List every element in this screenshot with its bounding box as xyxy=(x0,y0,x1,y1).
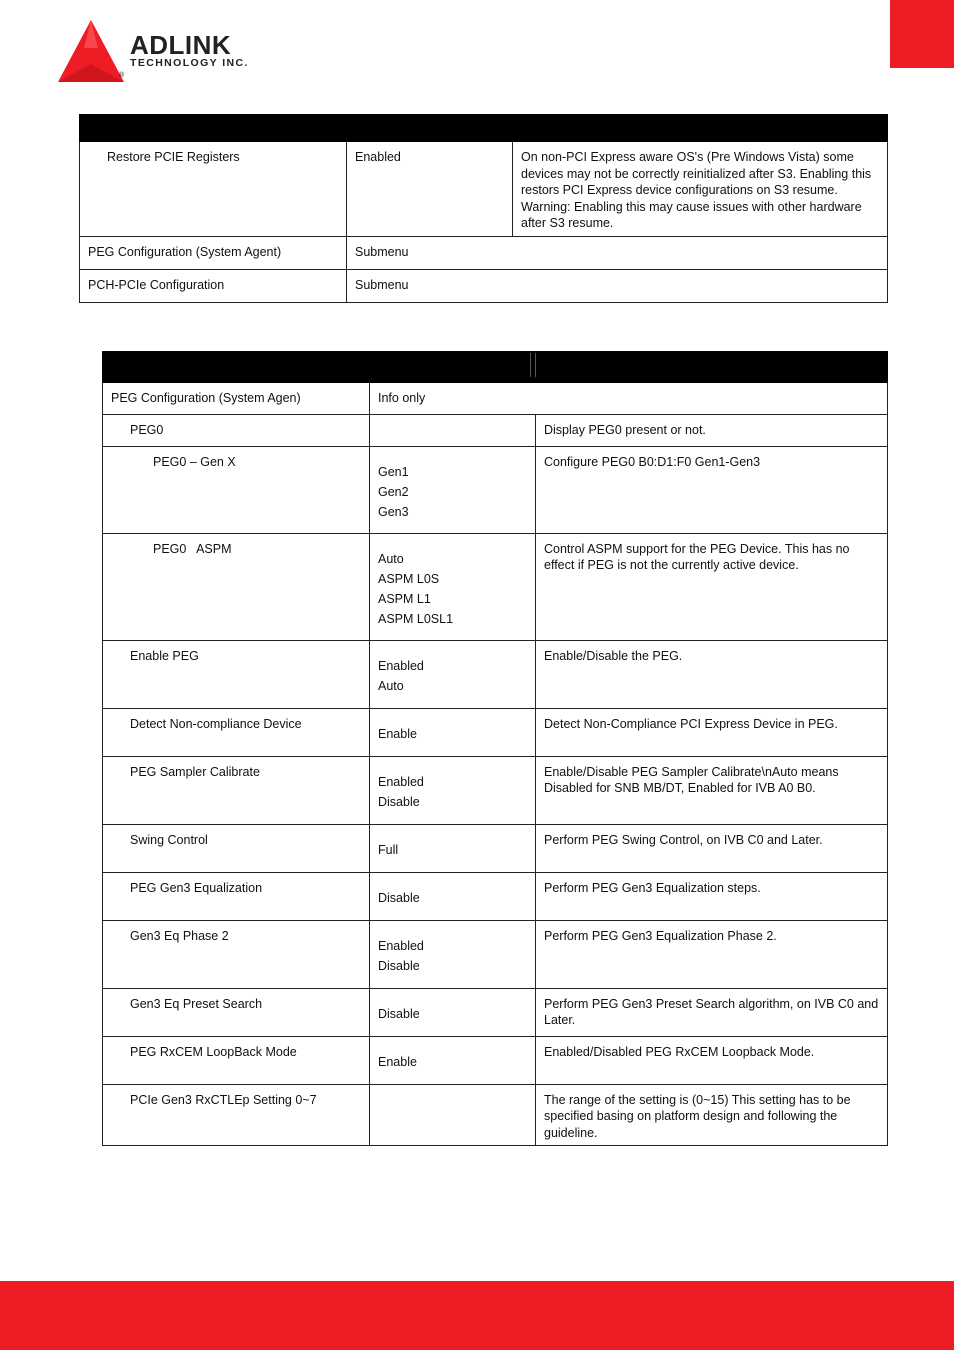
setting-options xyxy=(370,640,536,708)
setting-name: Detect Non-compliance Device xyxy=(103,708,370,756)
option: ASPM L0SL1 xyxy=(378,611,454,626)
setting-options xyxy=(370,708,536,756)
setting-name: PEG Configuration (System Agen) xyxy=(103,382,370,414)
corner-tab xyxy=(890,0,954,68)
setting-options xyxy=(370,1084,536,1146)
table-row xyxy=(80,269,888,302)
table-header-bar xyxy=(80,115,888,142)
setting-options xyxy=(370,533,536,640)
setting-description: Enabled/Disabled PEG RxCEM Loopback Mode. xyxy=(536,1036,888,1084)
setting-name: PEG Gen3 Equalization xyxy=(103,872,370,920)
setting-value: Submenu xyxy=(347,269,888,302)
footer-bar xyxy=(0,1281,954,1350)
option: Disable xyxy=(378,890,420,905)
triangle-logo-icon xyxy=(58,18,126,86)
setting-description: Perform PEG Swing Control, on IVB C0 and Later. xyxy=(536,824,888,872)
option: Disable xyxy=(378,958,420,973)
table-row xyxy=(103,533,888,640)
setting-description: Perform PEG Gen3 Equalization steps. xyxy=(536,872,888,920)
setting-description: Enable/Disable PEG Sampler Calibrate\nAuto means Disabled for SNB MB/DT, Enabled for IVB A0 B0. xyxy=(536,756,888,824)
option: Auto xyxy=(378,678,404,693)
option: ASPM L0S xyxy=(378,571,440,586)
option: Enable xyxy=(378,1054,417,1069)
table-row xyxy=(103,414,888,446)
table-row xyxy=(103,988,888,1036)
table-row xyxy=(103,1036,888,1084)
table-row xyxy=(103,824,888,872)
setting-name: PEG RxCEM LoopBack Mode xyxy=(103,1036,370,1084)
setting-description: Detect Non-Compliance PCI Express Device in PEG. xyxy=(536,708,888,756)
option: Gen1 xyxy=(378,464,409,479)
setting-options xyxy=(370,920,536,988)
setting-name: PEG0 ASPM xyxy=(103,533,370,640)
table-row xyxy=(103,708,888,756)
brand-tagline: TECHNOLOGY INC. xyxy=(130,57,249,69)
brand-name: ADLINK xyxy=(130,30,232,60)
setting-options xyxy=(370,824,536,872)
table-row xyxy=(103,446,888,533)
setting-options xyxy=(370,988,536,1036)
peg-configuration-table xyxy=(102,351,888,1146)
option: Enabled xyxy=(378,658,424,673)
table-row xyxy=(80,236,888,269)
table-row xyxy=(103,1084,888,1146)
setting-options xyxy=(370,872,536,920)
setting-name: Restore PCIE Registers xyxy=(80,142,347,237)
option: Enable xyxy=(378,726,417,741)
setting-options xyxy=(370,1036,536,1084)
setting-name: PCIe Gen3 RxCTLEp Setting 0~7 xyxy=(103,1084,370,1146)
setting-options xyxy=(370,756,536,824)
option: ASPM L1 xyxy=(378,591,431,606)
option: Enabled xyxy=(378,938,424,953)
setting-description: Control ASPM support for the PEG Device. This has no effect if PEG is not the currently active device. xyxy=(536,533,888,640)
table-row xyxy=(80,142,888,237)
header-divider xyxy=(530,353,536,377)
setting-description: Display PEG0 present or not. xyxy=(536,414,888,446)
setting-name: Enable PEG xyxy=(103,640,370,708)
pcie-settings-table xyxy=(79,114,888,303)
setting-description: Perform PEG Gen3 Equalization Phase 2. xyxy=(536,920,888,988)
setting-description: On non-PCI Express aware OS's (Pre Windows Vista) some devices may not be correctly reinitialized after S3. Enabling this restors PCI Express device configurations on S3 resume. Warning: Enabling this may cause issues with other hardware after S3 resume. xyxy=(513,142,888,237)
registered-mark: ® xyxy=(119,72,125,79)
setting-description: The range of the setting is (0~15) This setting has to be specified basing on platform design and following the guideline. xyxy=(536,1084,888,1146)
setting-value: Info only xyxy=(370,382,888,414)
option: Disable xyxy=(378,794,420,809)
setting-name: PEG Sampler Calibrate xyxy=(103,756,370,824)
option: Gen2 xyxy=(378,484,409,499)
setting-description: Configure PEG0 B0:D1:F0 Gen1-Gen3 xyxy=(536,446,888,533)
table-row xyxy=(103,756,888,824)
option: Full xyxy=(378,842,399,857)
setting-name: PEG0 xyxy=(103,414,370,446)
setting-value: Submenu xyxy=(347,236,888,269)
setting-name: Gen3 Eq Preset Search xyxy=(103,988,370,1036)
option: Auto xyxy=(378,551,404,566)
setting-options xyxy=(370,446,536,533)
table-row xyxy=(103,382,888,414)
table-row xyxy=(103,640,888,708)
option: Enabled xyxy=(378,774,424,789)
table-header-bar xyxy=(103,352,888,383)
setting-name: Swing Control xyxy=(103,824,370,872)
table-row xyxy=(103,920,888,988)
table-row xyxy=(103,872,888,920)
setting-description: Enable/Disable the PEG. xyxy=(536,640,888,708)
setting-name: PCH-PCIe Configuration xyxy=(80,269,347,302)
setting-name: PEG Configuration (System Agent) xyxy=(80,236,347,269)
setting-value: Enabled xyxy=(347,142,513,237)
setting-options xyxy=(370,414,536,446)
setting-name: PEG0 – Gen X xyxy=(103,446,370,533)
setting-name: Gen3 Eq Phase 2 xyxy=(103,920,370,988)
adlink-logo xyxy=(58,18,270,86)
option: Disable xyxy=(378,1006,420,1021)
setting-description: Perform PEG Gen3 Preset Search algorithm, on IVB C0 and Later. xyxy=(536,988,888,1036)
option: Gen3 xyxy=(378,504,409,519)
